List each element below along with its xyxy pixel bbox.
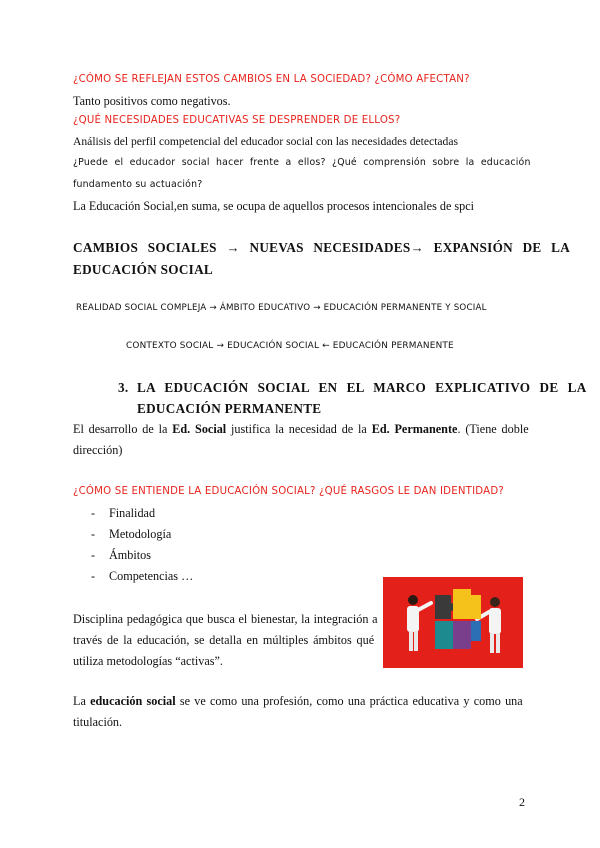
page-number: 2 [519,795,525,809]
section-title-line2: EDUCACIÓN PERMANENTE [137,401,322,416]
bold-ed-permanente: Ed. Permanente [371,422,458,436]
paragraph-discipline-line2: través de la educación, se detalla en múltiples ámbitos qué [73,633,375,647]
puzzle-illustration [383,577,523,668]
question-educator-line1 [73,157,531,168]
heading-changes-line2: EDUCACIÓN SOCIAL [73,262,213,277]
list-item: Metodología [109,527,172,541]
list-dash: - [91,548,96,562]
paragraph-development-line2: dirección) [73,443,123,457]
paragraph-profession [73,694,523,709]
paragraph-development-text3: . (Tiene doble [457,422,529,436]
summary-sentence: La Educación Social,en suma, se ocupa de aquellos procesos intencionales de spci [73,199,475,213]
list-item: Competencias … [109,569,194,583]
paragraph-profession-text2: se ve como una profesión, como una práctica educativa y como una [175,694,523,708]
flow-context: CONTEXTO SOCIAL → EDUCACIÓN SOCIAL ← EDUCACIÓN PERMANENTE [126,341,454,351]
paragraph-development [73,422,529,437]
answer-positive-negative: Tanto positivos como negativos. [73,94,231,108]
section-title-line1: LA EDUCACIÓN SOCIAL EN EL MARCO EXPLICATIVO DE LA [137,380,587,395]
list-dash: - [91,506,96,520]
paragraph-profession-line2: titulación. [73,715,123,729]
paragraph-development-text1: El desarrollo de la [73,422,173,436]
paragraph-discipline-line3: utiliza metodologías “activas”. [73,654,223,668]
list-dash: - [91,527,96,541]
answer-competence-analysis: Análisis del perfil competencial del educador social con las necesidades detectadas [73,135,459,148]
paragraph-discipline-line1: Disciplina pedagógica que busca el bienestar, la integración a [73,612,378,626]
bold-ed-social: Ed. Social [172,422,227,436]
question-educational-needs: ¿QUÉ NECESIDADES EDUCATIVAS SE DESPRENDER DE ELLOS? [73,115,401,126]
heading-changes-line1: CAMBIOS SOCIALES → NUEVAS NECESIDADES→ EXPANSIÓN DE LA [73,240,571,255]
list-item: Ámbitos [109,548,151,562]
flow-reality: REALIDAD SOCIAL COMPLEJA → ÁMBITO EDUCATIVO → EDUCACIÓN PERMANENTE Y SOCIAL [76,303,487,313]
paragraph-profession-text1: La [73,694,91,708]
question-identity: ¿CÓMO SE ENTIENDE LA EDUCACIÓN SOCIAL? ¿QUÉ RASGOS LE DAN IDENTIDAD? [73,486,504,497]
list-item: Finalidad [109,506,156,520]
list-dash: - [91,569,96,583]
question-society-changes: ¿CÓMO SE REFLEJAN ESTOS CAMBIOS EN LA SOCIEDAD? ¿CÓMO AFECTAN? [73,74,470,85]
question-educator-text: ¿Puede el educador social hacer frente a ellos? ¿Qué comprensión sobre la educación [73,157,531,168]
question-educator-line2: fundamento su actuación? [73,179,203,190]
bold-educacion-social: educación social [90,694,176,708]
paragraph-development-text2: justifica la necesidad de la [226,422,372,436]
section-number: 3. [118,380,129,395]
puzzle-people-icon [383,577,523,668]
